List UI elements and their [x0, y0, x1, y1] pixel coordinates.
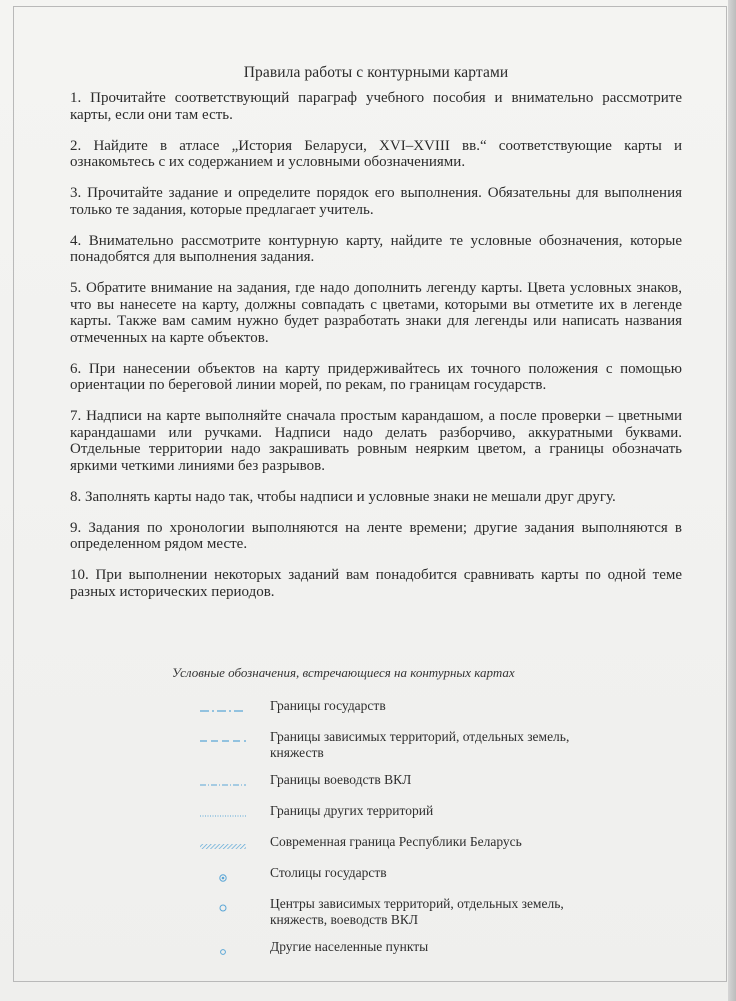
rule-10: 10. При выполнении некоторых заданий вам понадобится сравнивать карты по одной теме разных исторических периодов.	[70, 567, 682, 600]
legend-label: Границы государств	[270, 698, 386, 713]
legend-item-belarus-border	[170, 833, 590, 857]
rule-2: 2. Найдите в атласе „История Беларуси, XVI–XVIII вв.“ соответствующие карты и ознакомьтесь с их содержанием и условными обозначениями.	[70, 137, 682, 170]
dashed-line-icon	[200, 736, 246, 746]
rule-8: 8. Заполнять карты надо так, чтобы надписи и условные знаки не мешали друг другу.	[70, 488, 616, 505]
hatched-band-icon	[200, 842, 246, 852]
legend-label: Столицы государств	[270, 865, 387, 880]
legend-label: Границы воеводств ВКЛ	[270, 772, 412, 787]
dash-dot-line-icon	[200, 706, 246, 716]
legend-item-capitals	[170, 864, 590, 888]
rule-1: 1. Прочитайте соответствующий параграф учебного пособия и внимательно рассмотрите карты, если они там есть.	[70, 90, 682, 123]
legend-title: Условные обозначения, встречающиеся на контурных картах	[172, 665, 515, 680]
legend-label: Другие населенные пункты	[270, 939, 429, 954]
legend-item-state-borders	[170, 697, 590, 721]
legend-label: Современная граница Республики Беларусь	[270, 834, 522, 849]
legend-label: Границы других территорий	[270, 803, 434, 818]
rule-5: 5. Обратите внимание на задания, где надо дополнить легенду карты. Цвета условных знаков, что вы нанесете на карту, должны совпадать с цветами, которыми вы отметите их в легенде карты. Также вам самим нужно будет разработать знаки для легенды или написать названия отмеченных на карте объектов.	[70, 280, 682, 346]
legend-item-voivodeship-borders	[170, 771, 590, 795]
page-title: Правила работы с контурными картами	[243, 64, 509, 81]
page-edge	[728, 0, 736, 1001]
rules-section	[70, 64, 682, 615]
legend-label: Границы зависимых территорий, отдельных земель, княжеств	[270, 729, 570, 760]
legend-item-dependent-borders	[170, 728, 590, 764]
legend-label: Центры зависимых территорий, отдельных земель, княжеств, воеводств ВКЛ	[270, 896, 564, 927]
open-circle-icon	[200, 903, 246, 913]
dash-dot-thin-line-icon	[200, 780, 246, 790]
rule-3: 3. Прочитайте задание и определите порядок его выполнения. Обязательны для выполнения только те задания, которые предлагает учитель.	[70, 185, 682, 218]
legend-item-settlements	[170, 938, 590, 962]
rule-4: 4. Внимательно рассмотрите контурную карту, найдите те условные обозначения, которые понадобятся для выполнения задания.	[70, 232, 682, 265]
dotted-circle-icon	[200, 873, 246, 883]
dotted-line-icon	[200, 811, 246, 821]
small-circle-icon	[200, 947, 246, 957]
legend-item-other-borders	[170, 802, 590, 826]
legend	[170, 665, 590, 969]
legend-item-dependent-centers	[170, 895, 590, 931]
rule-9: 9. Задания по хронологии выполняются на ленте времени; другие задания выполняются в определенном рядом месте.	[70, 519, 682, 552]
rule-7: 7. Надписи на карте выполняйте сначала простым карандашом, а после проверки – цветными карандашами или ручками. Надписи надо делать разборчиво, аккуратными буквами. Отдельные территории надо закрашивать ровным неярким цветом, а границы обозначать яркими четкими линиями без разрывов.	[70, 408, 682, 474]
rule-6: 6. При нанесении объектов на карту придерживайтесь их точного положения с помощью ориентации по береговой линии морей, по рекам, по границам государств.	[70, 360, 682, 393]
